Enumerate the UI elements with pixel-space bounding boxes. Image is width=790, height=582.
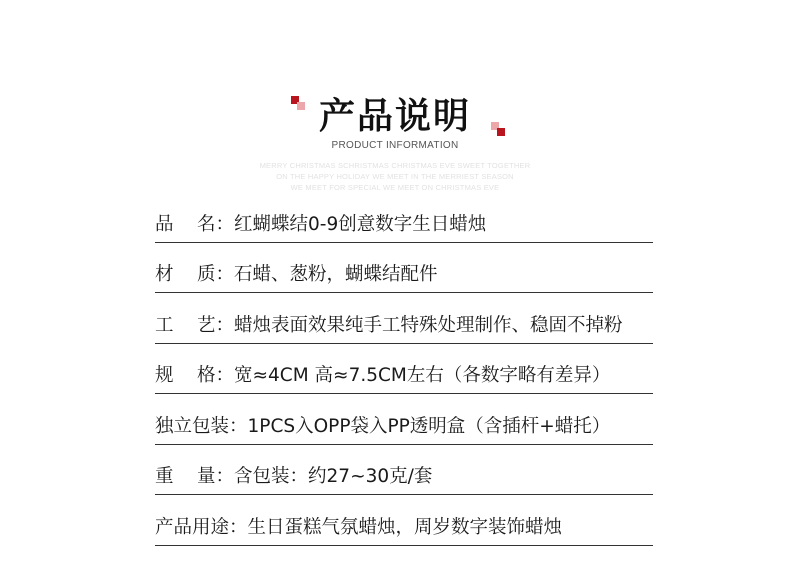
spec-row-usage <box>155 513 653 546</box>
spec-value: 含包装：约27~30克/套 <box>234 466 433 487</box>
spec-row-craft <box>155 311 653 344</box>
spec-label: 规 格： <box>155 365 235 386</box>
page-subtitle: PRODUCT INFORMATION <box>331 140 459 151</box>
decor-squares-right <box>488 122 508 142</box>
spec-row-packaging <box>155 412 653 445</box>
spec-row-weight <box>155 462 653 495</box>
spec-label: 独立包装： <box>155 416 248 437</box>
watermark-line: ON THE HAPPY HOLIDAY WE MEET IN THE MERRIEST SEASON <box>276 172 514 181</box>
spec-label: 工 艺： <box>155 315 235 336</box>
spec-row-name <box>155 210 653 243</box>
spec-label: 材 质： <box>155 264 235 285</box>
spec-value: 石蜡、葱粉，蝴蝶结配件 <box>234 264 438 285</box>
spec-value: 红蝴蝶结0-9创意数字生日蜡烛 <box>234 214 487 235</box>
spec-value: 宽≈4CM 高≈7.5CM左右（各数字略有差异） <box>234 365 611 386</box>
spec-value: 1PCS入OPP袋入PP透明盒（含插杆+蜡托） <box>247 416 611 437</box>
spec-value: 生日蛋糕气氛蜡烛，周岁数字装饰蜡烛 <box>247 517 563 538</box>
spec-value: 蜡烛表面效果纯手工特殊处理制作、稳固不掉粉 <box>234 315 623 336</box>
watermark-line: WE MEET FOR SPECIAL WE MEET ON CHRISTMAS EVE <box>290 183 500 192</box>
spec-row-material <box>155 260 653 293</box>
decor-square-red <box>497 128 505 136</box>
spec-label: 品 名： <box>155 214 235 235</box>
spec-label: 产品用途： <box>155 517 248 538</box>
watermark-line: MERRY CHRISTMAS SCHRISTMAS CHRISTMAS EVE SWEET TOGETHER <box>259 161 531 170</box>
page-title: 产品说明 <box>318 96 471 137</box>
section-header <box>0 0 790 200</box>
spec-label: 重 量： <box>155 466 235 487</box>
spec-row-size <box>155 361 653 394</box>
